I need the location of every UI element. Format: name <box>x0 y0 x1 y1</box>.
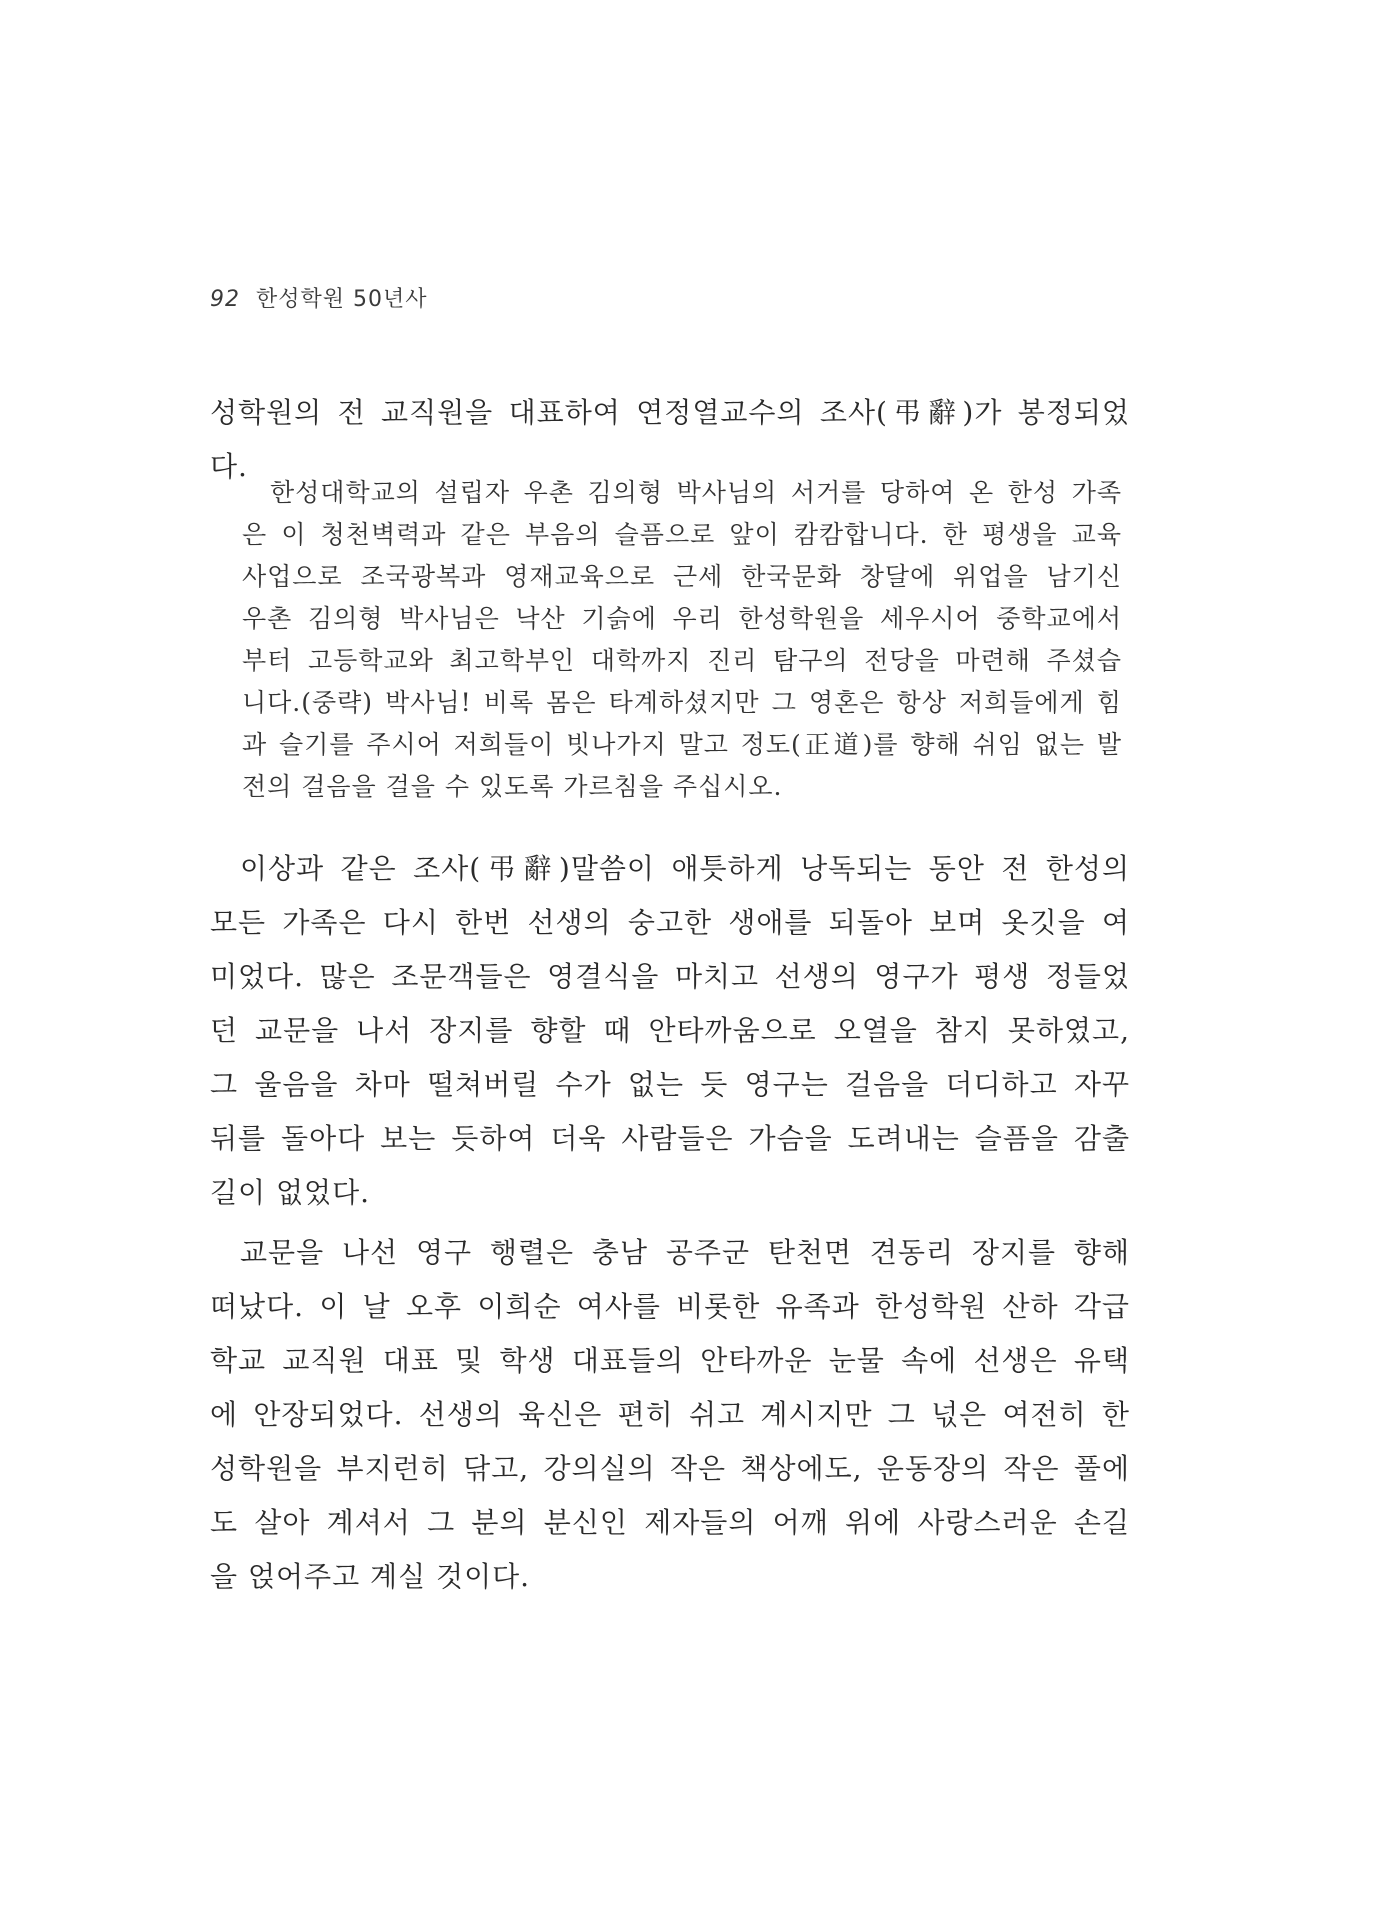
paragraph-two <box>210 842 1130 1220</box>
text-line: 한성대학교의 설립자 우촌 김의형 박사님의 서거를 당하여 온 한성 가족 <box>270 478 1122 507</box>
eulogy-quote <box>242 472 1122 808</box>
paragraph-three <box>210 1226 1130 1604</box>
text-line: 성학원의 전 교직원을 대표하여 연정열교수의 조사(弔辭)가 봉정되었 <box>210 396 1130 429</box>
text-line: 미었다. 많은 조문객들은 영결식을 마치고 선생의 영구가 평생 정들었 <box>210 960 1130 993</box>
text-line: 은 이 청천벽력과 같은 부음의 슬픔으로 앞이 캄캄합니다. 한 평생을 교육 <box>242 520 1122 549</box>
text-line: 그 울음을 차마 떨쳐버릴 수가 없는 듯 영구는 걸음을 더디하고 자꾸 <box>210 1068 1130 1101</box>
text-line: 전의 걸음을 걸을 수 있도록 가르침을 주십시오. <box>242 772 783 801</box>
book-title: 한성학원 50년사 <box>256 287 428 312</box>
running-head <box>210 282 428 313</box>
text-line: 에 안장되었다. 선생의 육신은 편히 쉬고 계시지만 그 넋은 여전히 한 <box>210 1398 1130 1431</box>
text-line: 떠났다. 이 날 오후 이희순 여사를 비롯한 유족과 한성학원 산하 각급 <box>210 1290 1130 1323</box>
text-line: 사업으로 조국광복과 영재교육으로 근세 한국문화 창달에 위업을 남기신 <box>242 562 1122 591</box>
text-line: 성학원을 부지런히 닦고, 강의실의 작은 책상에도, 운동장의 작은 풀에 <box>210 1452 1130 1485</box>
text-line: 던 교문을 나서 장지를 향할 때 안타까움으로 오열을 참지 못하였고, <box>210 1014 1130 1047</box>
text-line: 모든 가족은 다시 한번 선생의 숭고한 생애를 되돌아 보며 옷깃을 여 <box>210 906 1130 939</box>
text-line: 학교 교직원 대표 및 학생 대표들의 안타까운 눈물 속에 선생은 유택 <box>210 1344 1130 1377</box>
text-line: 도 살아 계셔서 그 분의 분신인 제자들의 어깨 위에 사랑스러운 손길 <box>210 1506 1130 1539</box>
text-line: 다. <box>210 450 248 483</box>
text-line: 교문을 나선 영구 행렬은 충남 공주군 탄천면 견동리 장지를 향해 <box>240 1236 1130 1269</box>
text-line: 우촌 김의형 박사님은 낙산 기슭에 우리 한성학원을 세우시어 중학교에서 <box>242 604 1122 633</box>
text-line: 을 얹어주고 계실 것이다. <box>210 1560 531 1593</box>
text-line: 부터 고등학교와 최고학부인 대학까지 진리 탐구의 전당을 마련해 주셨습 <box>242 646 1122 675</box>
text-line: 과 슬기를 주시어 저희들이 빗나가지 말고 정도(正道)를 향해 쉬임 없는 발 <box>242 730 1122 759</box>
text-line: 이상과 같은 조사(弔辭)말씀이 애틋하게 낭독되는 동안 전 한성의 <box>240 852 1130 885</box>
text-line: 니다.(중략) 박사님! 비록 몸은 타계하셨지만 그 영혼은 항상 저희들에게 힘 <box>242 688 1122 717</box>
page-number: 92 <box>210 287 240 312</box>
text-line: 뒤를 돌아다 보는 듯하여 더욱 사람들은 가슴을 도려내는 슬픔을 감출 <box>210 1122 1130 1155</box>
text-line: 길이 없었다. <box>210 1176 371 1209</box>
